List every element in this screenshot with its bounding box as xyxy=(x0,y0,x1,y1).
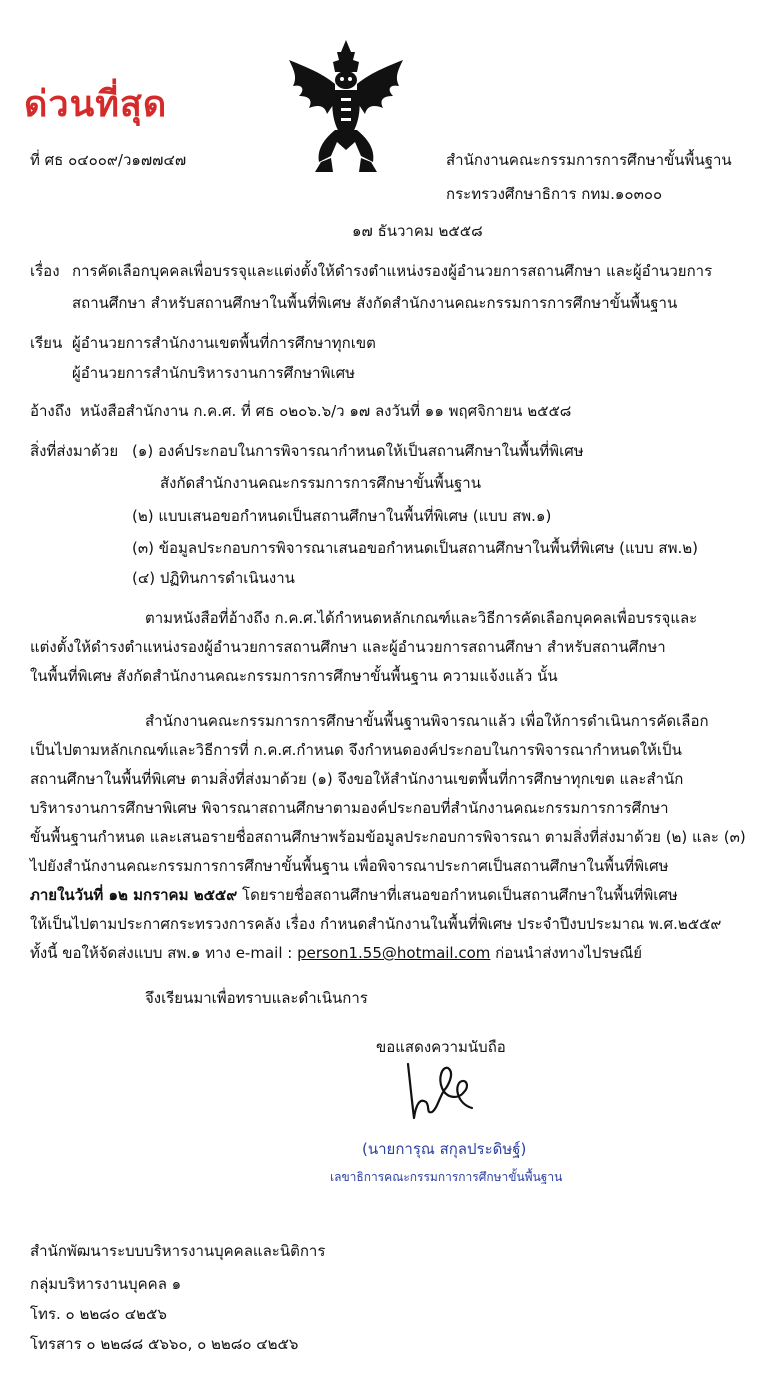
garuda-emblem-icon xyxy=(283,38,409,174)
email-link[interactable]: person1.55@hotmail.com xyxy=(297,944,491,962)
footer-line: โทรสาร ๐ ๒๒๘๘ ๕๖๖๐, ๐ ๒๒๘๐ ๔๒๕๖ xyxy=(30,1335,299,1353)
regards-text: ขอแสดงความนับถือ xyxy=(376,1038,506,1056)
enclosure-item: สังกัดสำนักงานคณะกรรมการการศึกษาขั้นพื้นฐาน xyxy=(160,474,481,492)
body-line: บริหารงานการศึกษาพิเศษ พิจารณาสถานศึกษาตามองค์ประกอบที่สำนักงานคณะกรรมการการศึกษา xyxy=(30,799,669,817)
footer-line: สำนักพัฒนาระบบบริหารงานบุคคลและนิติการ xyxy=(30,1242,326,1260)
reference-number: ที่ ศธ ๐๔๐๐๙/ว๑๗๗๔๗ xyxy=(30,151,187,169)
body-line: ในพื้นที่พิเศษ สังกัดสำนักงานคณะกรรมการการศึกษาขั้นพื้นฐาน ความแจ้งแล้ว นั้น xyxy=(30,667,558,685)
urgency-label: ด่วนที่สุด xyxy=(24,84,168,125)
signatory-position: เลขาธิการคณะกรรมการการศึกษาขั้นพื้นฐาน xyxy=(330,1170,563,1184)
footer-line: กลุ่มบริหารงานบุคคล ๑ xyxy=(30,1275,182,1293)
body-line: ให้เป็นไปตามประกาศกระทรวงการคลัง เรื่อง กำหนดสำนักงานในพื้นที่พิเศษ ประจำปีงบประมาณ พ.ศ.๒๕๕๙ xyxy=(30,915,722,933)
body-line: ไปยังสำนักงานคณะกรรมการการศึกษาขั้นพื้นฐาน เพื่อพิจารณาประกาศเป็นสถานศึกษาในพื้นที่พิเศษ xyxy=(30,857,669,875)
subject-label: เรื่อง xyxy=(30,262,60,280)
body-line: แต่งตั้งให้ดำรงตำแหน่งรองผู้อำนวยการสถานศึกษา และผู้อำนวยการสถานศึกษา สำหรับสถานศึกษา xyxy=(30,638,666,656)
body-line: ขั้นพื้นฐานกำหนด และเสนอรายชื่อสถานศึกษาพร้อมข้อมูลประกอบการพิจารณา ตามสิ่งที่ส่งมาด้วย (๒) และ (๓) xyxy=(30,828,746,846)
enclosure-item: (๑) องค์ประกอบในการพิจารณากำหนดให้เป็นสถานศึกษาในพื้นที่พิเศษ xyxy=(132,442,584,460)
body-line: เป็นไปตามหลักเกณฑ์และวิธีการที่ ก.ค.ศ.กำหนด จึงกำหนดองค์ประกอบในการพิจารณากำหนดให้เป็น xyxy=(30,741,682,759)
body-line: สถานศึกษาในพื้นที่พิเศษ ตามสิ่งที่ส่งมาด้วย (๑) จึงขอให้สำนักงานเขตพื้นที่การศึกษาทุกเขต และสำนัก xyxy=(30,770,684,788)
body-line-deadline xyxy=(30,881,678,910)
recipient-label: เรียน xyxy=(30,334,63,352)
signatory-name: (นายการุณ สกุลประดิษฐ์) xyxy=(362,1140,527,1158)
subject-line-2: สถานศึกษา สำหรับสถานศึกษาในพื้นที่พิเศษ สังกัดสำนักงานคณะกรรมการการศึกษาขั้นพื้นฐาน xyxy=(72,294,678,312)
body-line: สำนักงานคณะกรรมการการศึกษาขั้นพื้นฐานพิจารณาแล้ว เพื่อให้การดำเนินการคัดเลือก xyxy=(145,712,709,730)
body-line-email xyxy=(30,939,642,968)
body-line: ตามหนังสือที่อ้างถึง ก.ค.ศ.ได้กำหนดหลักเกณฑ์และวิธีการคัดเลือกบุคคลเพื่อบรรจุและ xyxy=(145,609,698,627)
office-address: กระทรวงศึกษาธิการ กทม.๑๐๓๐๐ xyxy=(446,185,663,203)
enclosure-item: (๔) ปฏิทินการดำเนินงาน xyxy=(132,569,295,587)
body-text: โดยรายชื่อสถานศึกษาที่เสนอขอกำหนดเป็นสถานศึกษาในพื้นที่พิเศษ xyxy=(237,886,678,904)
subject-line-1: การคัดเลือกบุคคลเพื่อบรรจุและแต่งตั้งให้ดำรงตำแหน่งรองผู้อำนวยการสถานศึกษา และผู้อำนวยการ xyxy=(72,262,713,280)
deadline-text: ภายในวันที่ ๑๒ มกราคม ๒๕๕๙ xyxy=(30,886,238,904)
enclosure-item: (๓) ข้อมูลประกอบการพิจารณาเสนอขอกำหนดเป็นสถานศึกษาในพื้นที่พิเศษ (แบบ สพ.๒) xyxy=(132,539,698,557)
enclosures-label: สิ่งที่ส่งมาด้วย xyxy=(30,442,119,460)
footer-line: โทร. ๐ ๒๒๘๐ ๔๒๕๖ xyxy=(30,1305,167,1323)
reference-label: อ้างถึง xyxy=(30,402,72,420)
reference-text: หนังสือสำนักงาน ก.ค.ศ. ที่ ศธ ๐๒๐๖.๖/ว ๑๗ ลงวันที่ ๑๑ พฤศจิกายน ๒๕๕๘ xyxy=(80,402,572,420)
signature-icon xyxy=(402,1058,478,1122)
closing-text: จึงเรียนมาเพื่อทราบและดำเนินการ xyxy=(145,989,368,1007)
recipient-line-1: ผู้อำนวยการสำนักงานเขตพื้นที่การศึกษาทุกเขต xyxy=(72,334,376,352)
enclosure-item: (๒) แบบเสนอขอกำหนดเป็นสถานศึกษาในพื้นที่พิเศษ (แบบ สพ.๑) xyxy=(132,507,552,525)
body-text: ทั้งนี้ ขอให้จัดส่งแบบ สพ.๑ ทาง e-mail : xyxy=(30,944,298,962)
recipient-line-2: ผู้อำนวยการสำนักบริหารงานการศึกษาพิเศษ xyxy=(72,364,356,382)
letter-date: ๑๗ ธันวาคม ๒๕๕๘ xyxy=(352,222,483,240)
office-name: สำนักงานคณะกรรมการการศึกษาขั้นพื้นฐาน xyxy=(446,151,732,169)
body-text: ก่อนนำส่งทางไปรษณีย์ xyxy=(490,944,643,962)
